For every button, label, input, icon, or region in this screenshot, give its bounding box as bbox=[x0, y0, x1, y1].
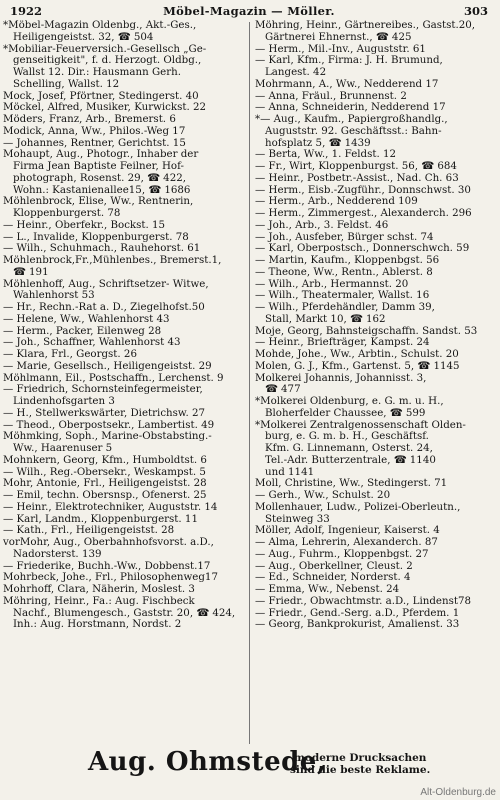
directory-entry-line: — Emma, Ww., Nebenst. 24 bbox=[255, 584, 400, 595]
directory-entry-line: Firma Jean Baptiste Feilner, Hof- bbox=[13, 161, 184, 172]
directory-entry-line: Möhlmann, Eil., Postschaffn., Lerchenst. 9 bbox=[3, 372, 224, 384]
directory-entry-line: ☎ 191 bbox=[13, 266, 49, 278]
page-number: 303 bbox=[463, 4, 488, 18]
directory-entry-line: — Herm., Eisb.-Zugführ., Donnschwst. 30 bbox=[255, 184, 471, 196]
directory-entry-line: — Anna, Schneiderin, Nedderend 17 bbox=[255, 102, 446, 114]
header-title: Möbel-Magazin — Möller. bbox=[163, 4, 335, 18]
directory-entry-line: Mohde, Johe., Ww., Arbtin., Schulst. 20 bbox=[255, 349, 459, 360]
ad-slogan-line1: moderne Drucksachen bbox=[293, 752, 427, 764]
directory-entry-line: *Molkerei Zentralgenossenschaft Olden- bbox=[255, 419, 466, 431]
ad-slogan bbox=[290, 752, 430, 776]
directory-entry-line: Möhlenhoff, Aug., Schriftsetzer- Witwe, bbox=[3, 278, 209, 290]
directory-entry-line: Wohn.: Kastanienallee15, ☎ 1686 bbox=[13, 184, 191, 196]
directory-entry-line: — Herm., Arb., Nedderend 109 bbox=[255, 196, 418, 208]
directory-entry-line: Modick, Anna, Ww., Philos.-Weg 17 bbox=[3, 125, 186, 137]
directory-entry-line: Stall, Markt 10, ☎ 162 bbox=[265, 313, 386, 325]
ad-company-name: Aug. Ohmstede, bbox=[88, 747, 327, 777]
directory-entry-line: — Wilh., Theatermaler, Wallst. 16 bbox=[255, 290, 430, 302]
directory-entry-line: Möhlenbrock,Fr.,Mühlenbes., Bremerst.1, bbox=[3, 255, 222, 266]
directory-entry-line: photograph, Rosenst. 29, ☎ 422, bbox=[13, 172, 186, 184]
directory-entry-line: — Friederike, Buchh.-Ww., Dobbenst.17 bbox=[3, 560, 211, 572]
directory-entry-line: Mock, Josef, Pförtner, Stedingerst. 40 bbox=[3, 90, 199, 102]
directory-entry-line: — Anna, Fräul., Brunnenst. 2 bbox=[255, 90, 407, 102]
directory-entry-line: Ww., Haarenuser 5 bbox=[13, 443, 113, 454]
directory-entry-line: Heiligengeistst. 32, ☎ 504 bbox=[13, 31, 154, 43]
directory-entry-line: burg, e. G. m. b. H., Geschäftsf. bbox=[265, 431, 429, 443]
directory-entry-line: — Wilh., Schuhmach., Rauhehorst. 61 bbox=[3, 243, 201, 255]
directory-entry-line: — H., Stellwerkswärter, Dietrichsw. 27 bbox=[3, 407, 206, 419]
directory-entry-line: — Wilh., Arb., Hermannst. 20 bbox=[255, 278, 409, 290]
directory-entry-line: Möhring, Heinr., Fa.: Aug. Fischbeck bbox=[3, 595, 195, 607]
directory-entry-line: — Heinr., Oberfekr., Bockst. 15 bbox=[3, 219, 166, 231]
directory-entry-line: *Mobiliar-Feuerversich.-Gesellsch „Ge- bbox=[3, 43, 207, 55]
directory-entry-line: Möhring, Heinr., Gärtnereibes., Gastst.20, bbox=[255, 20, 476, 31]
directory-entry-line: — Karl, Landm., Kloppenburgerst. 11 bbox=[3, 513, 198, 525]
directory-entry-line: Mollenhauer, Ludw., Polizei-Oberleutn., bbox=[255, 501, 461, 513]
directory-entry-line: — Joh., Schaffner, Wahlenhorst 43 bbox=[3, 337, 181, 349]
directory-entry-line: Bloherfelder Chaussee, ☎ 599 bbox=[265, 407, 426, 419]
directory-entry-line: — Marie, Gesellsch., Heiligengeistst. 29 bbox=[3, 360, 212, 372]
directory-entry-line: — Karl, Oberpostsch., Donnerschwch. 59 bbox=[255, 243, 470, 255]
directory-entry-line: — Aug., Fuhrm., Kloppenbgst. 27 bbox=[255, 548, 429, 560]
directory-entry-line: Mohnkern, Georg, Kfm., Humboldtst. 6 bbox=[3, 454, 207, 466]
directory-entry-line: Gärtnerei Ehnernst., ☎ 425 bbox=[265, 31, 412, 43]
directory-entry-line: Möller, Adolf, Ingenieur, Kaiserst. 4 bbox=[255, 525, 440, 537]
directory-entry-line: Inh.: Aug. Horstmann, Nordst. 2 bbox=[13, 619, 182, 631]
directory-entry-line: — Helene, Ww., Wahlenhorst 43 bbox=[3, 313, 170, 325]
directory-entry-line: genseitigkeit", f. d. Herzogt. Oldbg., bbox=[13, 55, 202, 67]
directory-entry-line: und 1141 bbox=[265, 466, 315, 478]
header-year: 1922 bbox=[10, 4, 43, 18]
directory-entry-line: — Theod., Oberpostsekr., Lambertist. 49 bbox=[3, 419, 215, 431]
directory-entry-line: — Berta, Ww., 1. Feldst. 12 bbox=[255, 149, 397, 161]
directory-entry-line: Mohr, Antonie, Frl., Heiligengeistst. 28 bbox=[3, 478, 207, 490]
directory-entry-line: — Martin, Kaufm., Kloppenbgst. 56 bbox=[255, 255, 440, 266]
directory-entry-line: — Theone, Ww., Rentn., Ablerst. 8 bbox=[255, 266, 433, 278]
directory-entry-line: — Karl, Kfm., Firma: J. H. Brumund, bbox=[255, 55, 443, 67]
directory-entry-line: Steinweg 33 bbox=[265, 513, 330, 525]
directory-entry-line: — Joh., Arb., 3. Feldst. 46 bbox=[255, 219, 389, 231]
directory-entry-line: — Georg, Bankprokurist, Amalienst. 33 bbox=[255, 619, 460, 631]
directory-entry-line: — Herm., Zimmergest., Alexanderch. 296 bbox=[255, 208, 472, 219]
directory-entry-line: Mohrhoff, Clara, Näherin, Moslest. 3 bbox=[3, 584, 195, 595]
directory-entry-line: — L., Invalide, Kloppenburgerst. 78 bbox=[3, 231, 189, 243]
directory-entry-line: Möhmking, Soph., Marine-Obstabsting.- bbox=[3, 431, 212, 443]
directory-entry-line: — Herm., Packer, Eilenweg 28 bbox=[3, 325, 162, 337]
advertisement bbox=[0, 747, 500, 785]
directory-entry-line: Wahlenhorst 53 bbox=[13, 290, 95, 302]
directory-entry-line: Kloppenburgerst. 78 bbox=[13, 208, 121, 219]
directory-entry-line: ☎ 477 bbox=[265, 384, 301, 396]
directory-entry-line: — Aug., Oberkellner, Cleust. 2 bbox=[255, 560, 413, 572]
directory-entry-line: — Fr., Wirt, Kloppenburgst. 56, ☎ 684 bbox=[255, 161, 457, 172]
directory-entry-line: — Heinr., Briefträger, Kampst. 24 bbox=[255, 337, 430, 349]
directory-entry-line: — Gerh., Ww., Schulst. 20 bbox=[255, 490, 391, 501]
column-divider bbox=[249, 22, 250, 744]
directory-entry-line: — Friedrich, Schornsteinfegermeister, bbox=[3, 384, 203, 396]
page-header bbox=[10, 4, 488, 20]
directory-entry-line: Tel.-Adr. Butterzentrale, ☎ 1140 bbox=[265, 454, 436, 466]
ad-slogan-line2: sind die beste Reklame. bbox=[290, 764, 431, 776]
directory-entry-line: Molkerei Johannis, Johannisst. 3, bbox=[255, 372, 427, 384]
directory-entry-line: Moll, Christine, Ww., Stedingerst. 71 bbox=[255, 478, 448, 490]
directory-entry-line: — Emil, techn. Obersnsp., Ofenerst. 25 bbox=[3, 490, 207, 501]
directory-entry-line: — Friedr., Gend.-Serg. a.D., Pferdem. 1 bbox=[255, 607, 460, 619]
directory-entry-line: hofsplatz 5, ☎ 1439 bbox=[265, 137, 371, 149]
directory-entry-line: — Joh., Ausfeber, Bürger schst. 74 bbox=[255, 231, 434, 243]
directory-entry-line: — Wilh., Reg.-Obersekr., Weskampst. 5 bbox=[3, 466, 206, 478]
directory-entry-line: — Heinr., Postbetr.-Assist., Nad. Ch. 63 bbox=[255, 172, 459, 184]
directory-entry-line: Kfm. G. Linnemann, Osterst. 24, bbox=[265, 443, 433, 454]
left-column bbox=[3, 20, 244, 745]
directory-entry-line: Möhlenbrock, Elise, Ww., Rentnerin, bbox=[3, 196, 194, 208]
directory-entry-line: Mohaupt, Aug., Photogr., Inhaber der bbox=[3, 149, 199, 161]
directory-entry-line: — Klara, Frl., Georgst. 26 bbox=[3, 349, 137, 360]
directory-entry-line: Möckel, Alfred, Musiker, Kurwickst. 22 bbox=[3, 102, 207, 114]
directory-entry-line: Mohrmann, A., Ww., Nedderend 17 bbox=[255, 78, 439, 90]
directory-entry-line: Auguststr. 92. Geschäftsst.: Bahn- bbox=[265, 125, 442, 137]
directory-entry-line: — Alma, Lehrerin, Alexanderch. 87 bbox=[255, 537, 438, 548]
watermark: Alt-Oldenburg.de bbox=[420, 787, 496, 798]
directory-entry-line: — Herm., Mil.-Inv., Auguststr. 61 bbox=[255, 43, 426, 55]
directory-entry-line: *Möbel-Magazin Oldenbg., Akt.-Ges., bbox=[3, 20, 197, 31]
directory-entry-line: — Ed., Schneider, Norderst. 4 bbox=[255, 572, 411, 584]
directory-entry-line: — Wilh., Pferdehändler, Damm 39, bbox=[255, 302, 435, 313]
directory-entry-line: Schelling, Wallst. 12 bbox=[13, 78, 120, 90]
directory-entry-line: Molen, G. J., Kfm., Gartenst. 5, ☎ 1145 bbox=[255, 360, 460, 372]
directory-entry-line: Langest. 42 bbox=[265, 67, 327, 78]
directory-entry-line: — Heinr., Elektrotechniker, Auguststr. 14 bbox=[3, 501, 218, 513]
directory-entry-line: *Molkerei Oldenburg, e. G. m. u. H., bbox=[255, 396, 444, 407]
directory-entry-line: *— Aug., Kaufm., Papiergroßhandlg., bbox=[255, 114, 448, 125]
directory-entry-line: Wallst 12. Dir.: Hausmann Gerh. bbox=[13, 67, 181, 78]
directory-entry-line: vorMohr, Aug., Oberbahnhofsvorst. a.D., bbox=[3, 537, 214, 548]
directory-entry-line: Mohrbeck, Johe., Frl., Philosophenweg17 bbox=[3, 572, 218, 584]
directory-entry-line: Lindenhofsgarten 3 bbox=[13, 396, 115, 407]
right-column bbox=[255, 20, 497, 745]
directory-entry-line: — Hr., Rechn.-Rat a. D., Ziegelhofst.50 bbox=[3, 302, 205, 313]
directory-entry-line: — Kath., Frl., Heiligengeistst. 28 bbox=[3, 525, 175, 537]
directory-entry-line: — Friedr., Obwachtmstr. a.D., Lindenst78 bbox=[255, 595, 472, 607]
directory-entry-line: — Johannes, Rentner, Gerichtst. 15 bbox=[3, 137, 186, 149]
directory-entry-line: Nadorsterst. 139 bbox=[13, 548, 102, 560]
directory-entry-line: Moje, Georg, Bahnsteigschaffn. Sandst. 53 bbox=[255, 325, 478, 337]
directory-entry-line: Möders, Franz, Arb., Bremerst. 6 bbox=[3, 114, 176, 125]
directory-entry-line: Nachf., Blumengesch., Gaststr. 20, ☎ 424, bbox=[13, 607, 236, 619]
